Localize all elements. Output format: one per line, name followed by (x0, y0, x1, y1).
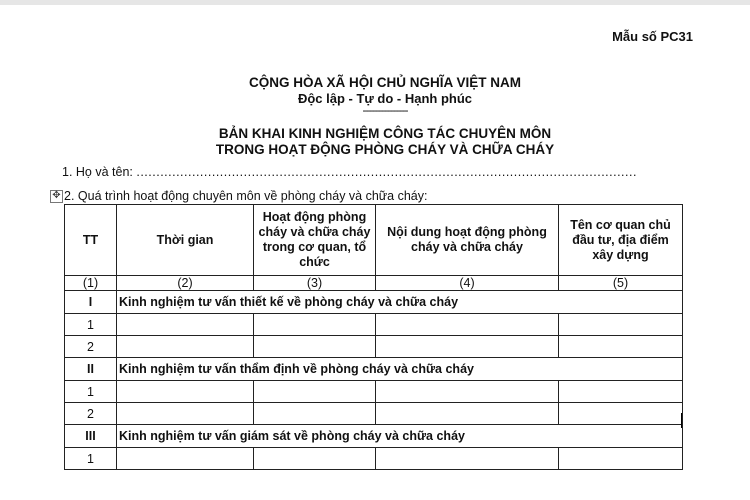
cell-activity[interactable] (254, 403, 376, 425)
table-row (65, 336, 683, 358)
motto: Độc lập - Tự do - Hạnh phúc (297, 91, 473, 106)
cell-investor[interactable] (559, 403, 683, 425)
header-activity: Hoạt động phòng cháy và chữa cháy trong cơ quan, tổ chức (254, 205, 376, 276)
cell-investor[interactable] (559, 336, 683, 358)
row-number: 1 (65, 381, 117, 403)
header-divider: --------------- (362, 103, 408, 117)
header-investor: Tên cơ quan chủ đầu tư, địa điểm xây dựng (559, 205, 683, 276)
cell-investor[interactable] (559, 314, 683, 336)
column-number: (5) (559, 276, 683, 291)
section-title[interactable]: Kinh nghiệm tư vấn giám sát về phòng cháy và chữa cháy (117, 425, 683, 448)
country-name: CỘNG HÒA XÃ HỘI CHỦ NGHĨA VIỆT NAM (248, 75, 521, 90)
row-number: 2 (65, 403, 117, 425)
text-cursor (681, 413, 682, 428)
form-code: Mẫu số PC31 (612, 29, 693, 44)
table-move-handle-icon[interactable]: ✥ (50, 190, 63, 203)
row-number: 1 (65, 314, 117, 336)
table-row (65, 314, 683, 336)
cell-content[interactable] (376, 448, 559, 470)
table-row (65, 381, 683, 403)
section-row (65, 425, 683, 448)
cell-activity[interactable] (254, 336, 376, 358)
process-label: 2. Quá trình hoạt động chuyên môn về phòng cháy và chữa cháy: (64, 189, 428, 203)
column-number: (2) (117, 276, 254, 291)
experience-table (64, 204, 683, 470)
row-number: 2 (65, 336, 117, 358)
cell-activity[interactable] (254, 314, 376, 336)
name-label: 1. Họ và tên: (62, 165, 133, 179)
row-number: 1 (65, 448, 117, 470)
document-title-line1: BẢN KHAI KINH NGHIỆM CÔNG TÁC CHUYÊN MÔN (218, 126, 552, 141)
cell-time[interactable] (117, 381, 254, 403)
table-header-row (65, 205, 683, 276)
document-title-line2: TRONG HOẠT ĐỘNG PHÒNG CHÁY VÀ CHỮA CHÁY (215, 142, 555, 157)
cell-content[interactable] (376, 314, 559, 336)
section-title[interactable]: Kinh nghiệm tư vấn thiết kế về phòng cháy và chữa cháy (117, 291, 683, 314)
header-tt: TT (65, 205, 117, 276)
cell-content[interactable] (376, 336, 559, 358)
cell-activity[interactable] (254, 381, 376, 403)
column-number: (1) (65, 276, 117, 291)
cell-investor[interactable] (559, 448, 683, 470)
column-number: (3) (254, 276, 376, 291)
header-content: Nội dung hoạt động phòng cháy và chữa cháy (376, 205, 559, 276)
column-number: (4) (376, 276, 559, 291)
section-number: I (65, 291, 117, 314)
section-row (65, 291, 683, 314)
name-dots: .............................................................................................................................. (136, 165, 637, 179)
section-title[interactable]: Kinh nghiệm tư vấn thẩm định về phòng cháy và chữa cháy (117, 358, 683, 381)
cell-content[interactable] (376, 381, 559, 403)
table-row (65, 403, 683, 425)
table-row (65, 448, 683, 470)
top-bar (0, 0, 750, 5)
cell-activity[interactable] (254, 448, 376, 470)
cell-time[interactable] (117, 403, 254, 425)
cell-time[interactable] (117, 336, 254, 358)
column-number-row (65, 276, 683, 291)
section-number: II (65, 358, 117, 381)
header-time: Thời gian (117, 205, 254, 276)
name-field[interactable] (62, 165, 637, 179)
cell-time[interactable] (117, 448, 254, 470)
section-row (65, 358, 683, 381)
section-number: III (65, 425, 117, 448)
cell-content[interactable] (376, 403, 559, 425)
cell-time[interactable] (117, 314, 254, 336)
cell-investor[interactable] (559, 381, 683, 403)
